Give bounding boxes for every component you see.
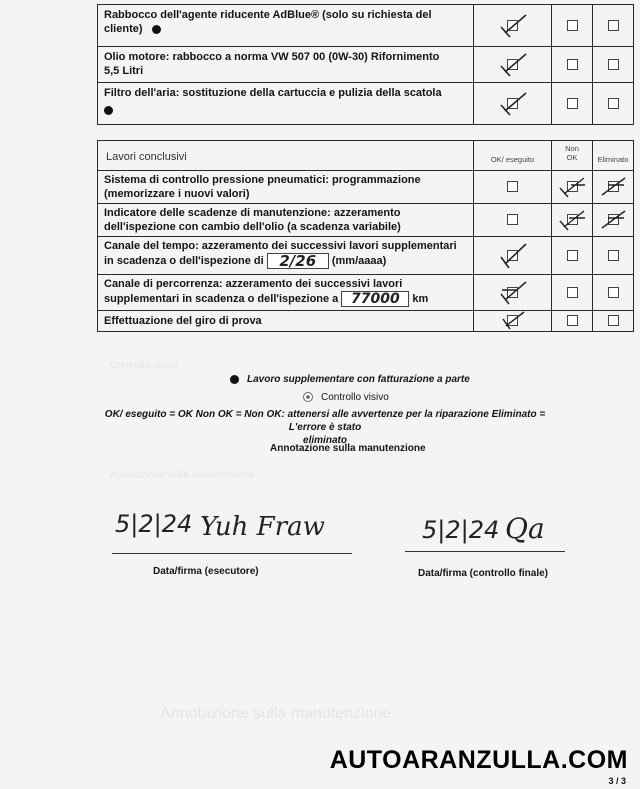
legend-surcharge (230, 374, 470, 385)
maintenance-table-top (97, 4, 634, 125)
table-header-row (98, 141, 634, 171)
checkmark-icon (498, 91, 528, 117)
ok-checkbox[interactable] (474, 83, 552, 125)
row-description (98, 275, 474, 311)
table-row (98, 171, 634, 204)
ok-checkbox[interactable] (474, 237, 552, 275)
table-row (98, 47, 634, 83)
eliminato-checkbox[interactable] (593, 237, 634, 275)
left-signature-line (112, 553, 352, 554)
legend-key (90, 408, 560, 447)
show-through-1: Controllo visivo (110, 360, 178, 371)
checkmark-icon (500, 311, 526, 331)
checkmark-icon (598, 175, 628, 199)
row-text: Olio motore: rabbocco a norma VW 507 00 (0W-30) Rifornimento (104, 51, 440, 63)
row-text: Canale del tempo: azzeramento dei successivi lavori supplementari (104, 240, 457, 252)
col-elim-header: Eliminato (593, 141, 634, 171)
right-signature-line (405, 551, 565, 552)
annotation-title: Annotazione sulla manutenzione (270, 443, 426, 454)
ok-checkbox[interactable] (474, 204, 552, 237)
nonok-checkbox[interactable] (552, 171, 593, 204)
eliminato-checkbox[interactable] (593, 275, 634, 311)
right-signature-date: 5|2|24 (422, 516, 500, 544)
row-text-2: (memorizzare i nuovi valori) (104, 188, 250, 200)
surcharge-bullet-icon (152, 25, 161, 34)
visual-check-icon (303, 392, 313, 402)
checkmark-icon (598, 208, 628, 232)
legend-visual (303, 392, 389, 403)
nonok-checkbox[interactable] (552, 5, 593, 47)
row-text: Filtro dell'aria: sostituzione della cartuccia e pulizia della scatola (104, 87, 442, 99)
row-text-2: supplementari in scadenza o dell'ispezione a (104, 292, 339, 305)
nonok-checkbox[interactable] (552, 47, 593, 83)
inspection-date-field[interactable]: 2/26 (267, 253, 329, 269)
eliminato-checkbox[interactable] (593, 5, 634, 47)
row-text: Canale di percorrenza: azzeramento dei successivi lavori (104, 278, 403, 290)
col-ok-header: OK/ eseguito (474, 141, 552, 171)
show-through-2: Annotazione sulla manutenzione (110, 470, 255, 481)
checkmark-icon (557, 208, 587, 232)
nonok-checkbox[interactable] (552, 237, 593, 275)
row-text-2: in scadenza o dell'ispezione di (104, 254, 264, 267)
ok-checkbox[interactable] (474, 171, 552, 204)
page-number: 3 / 3 (608, 776, 626, 786)
row-text: Effettuazione del giro di prova (104, 315, 262, 327)
checkmark-icon (498, 52, 528, 78)
eliminato-checkbox[interactable] (593, 83, 634, 125)
surcharge-bullet-icon (230, 375, 239, 384)
eliminato-checkbox[interactable] (593, 171, 634, 204)
row-text-2: dell'ispezione con cambio dell'olio (a scadenza variabile) (104, 221, 401, 233)
row-description (98, 237, 474, 275)
row-text: Indicatore delle scadenze di manutenzione: azzeramento (104, 207, 401, 219)
final-works-table (97, 140, 634, 332)
checkmark-icon (498, 280, 528, 306)
ok-checkbox[interactable] (474, 47, 552, 83)
col-nonok-b: OK (566, 153, 578, 162)
legend-key-line1: OK/ eseguito = OK Non OK = Non OK: attenersi alle avvertenze per la riparazione Eliminato = L'errore è stato (104, 409, 546, 433)
mileage-field[interactable]: 77000 (341, 291, 409, 307)
row-description (98, 47, 474, 83)
col-nonok-header (552, 141, 593, 171)
ok-checkbox[interactable] (474, 5, 552, 47)
table-row (98, 237, 634, 275)
row-text-2: 5,5 Litri (104, 65, 144, 77)
row-unit: (mm/aaaa) (331, 254, 387, 267)
row-description (98, 171, 474, 204)
nonok-checkbox[interactable] (552, 275, 593, 311)
row-unit: km (412, 292, 429, 305)
row-description (98, 83, 474, 125)
nonok-checkbox[interactable] (552, 311, 593, 332)
right-signature: Qa (505, 512, 545, 545)
table-row (98, 83, 634, 125)
table-row (98, 204, 634, 237)
section-title: Lavori conclusivi (98, 141, 474, 171)
table-row (98, 311, 634, 332)
row-description (98, 311, 474, 332)
table-row (98, 275, 634, 311)
left-signature: Yuh Fraw (200, 512, 325, 542)
watermark-brand: AUTOARANZULLA.COM (329, 746, 628, 774)
nonok-checkbox[interactable] (552, 204, 593, 237)
eliminato-checkbox[interactable] (593, 311, 634, 332)
right-signature-label: Data/firma (controllo finale) (418, 568, 549, 579)
legend-key-line2: eliminato (303, 435, 347, 446)
table-row (98, 5, 634, 47)
checkmark-icon (498, 13, 528, 39)
ok-checkbox[interactable] (474, 311, 552, 332)
nonok-checkbox[interactable] (552, 83, 593, 125)
left-signature-date: 5|2|24 (115, 510, 193, 538)
legend-surcharge-text: Lavoro supplementare con fatturazione a parte (247, 374, 470, 385)
eliminato-checkbox[interactable] (593, 204, 634, 237)
show-through-3: Annotazione sulla manutenzione (160, 705, 392, 722)
surcharge-bullet-icon (104, 106, 113, 115)
eliminato-checkbox[interactable] (593, 47, 634, 83)
row-text: Sistema di controllo pressione pneumatici: programmazione (104, 174, 421, 186)
row-description (98, 5, 474, 47)
ok-checkbox[interactable] (474, 275, 552, 311)
row-text: Rabbocco dell'agente riducente AdBlue® (solo su richiesta del (104, 9, 432, 21)
legend-visual-text: Controllo visivo (321, 392, 389, 403)
row-description (98, 204, 474, 237)
checkmark-icon (498, 242, 528, 270)
left-signature-label: Data/firma (esecutore) (153, 566, 259, 577)
checkmark-icon (557, 175, 587, 199)
row-text-2: cliente) (104, 23, 143, 35)
col-nonok-a: Non (565, 144, 579, 153)
